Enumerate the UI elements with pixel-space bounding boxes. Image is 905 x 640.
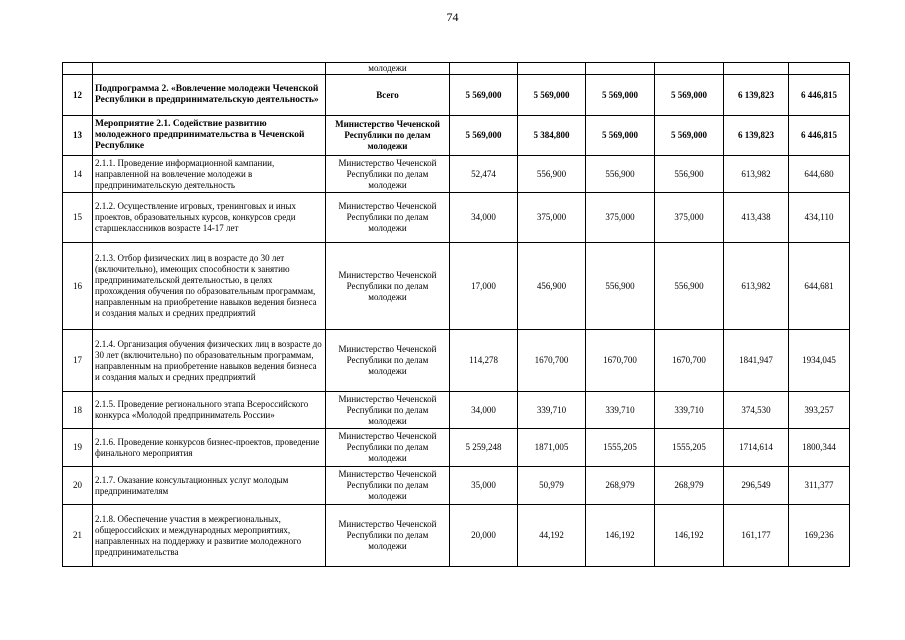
table-row [63, 193, 850, 243]
row-number-cell: 19 [63, 429, 93, 467]
activity-name-cell [93, 63, 326, 75]
budget-table [62, 62, 850, 567]
executor-cell: Министерство Чеченской Республики по делам молодежи [326, 116, 450, 156]
value-cell: 5 569,000 [655, 116, 724, 156]
table-row [63, 243, 850, 330]
row-number-cell: 14 [63, 156, 93, 193]
continuation-row [63, 63, 850, 75]
table-row [63, 392, 850, 429]
value-cell: 146,192 [586, 505, 655, 567]
value-cell: 50,979 [518, 467, 586, 505]
value-cell [655, 63, 724, 75]
value-cell: 1555,205 [655, 429, 724, 467]
row-number-cell: 12 [63, 75, 93, 116]
executor-cell: Министерство Чеченской Республики по делам молодежи [326, 330, 450, 392]
executor-cell: Министерство Чеченской Республики по делам молодежи [326, 392, 450, 429]
value-cell [518, 63, 586, 75]
value-cell: 1841,947 [724, 330, 789, 392]
value-cell: 1670,700 [518, 330, 586, 392]
value-cell: 311,377 [789, 467, 850, 505]
value-cell: 556,900 [655, 156, 724, 193]
value-cell: 613,982 [724, 243, 789, 330]
row-number-cell: 15 [63, 193, 93, 243]
value-cell: 6 446,815 [789, 75, 850, 116]
value-cell: 6 139,823 [724, 75, 789, 116]
value-cell: 5 569,000 [586, 75, 655, 116]
value-cell [724, 63, 789, 75]
value-cell: 20,000 [450, 505, 518, 567]
value-cell [450, 63, 518, 75]
value-cell: 1871,005 [518, 429, 586, 467]
value-cell: 169,236 [789, 505, 850, 567]
value-cell: 35,000 [450, 467, 518, 505]
activity-name-cell: 2.1.6. Проведение конкурсов бизнес-проектов, проведение финального мероприятия [93, 429, 326, 467]
row-number-cell: 13 [63, 116, 93, 156]
table-row [63, 467, 850, 505]
table-row [63, 505, 850, 567]
activity-name-cell: 2.1.2. Осуществление игровых, тренинговых и иных проектов, образовательных курсов, конкурсов среди старшеклассников возрасте 14-17 лет [93, 193, 326, 243]
value-cell: 434,110 [789, 193, 850, 243]
value-cell: 375,000 [586, 193, 655, 243]
activity-name-cell: 2.1.1. Проведение информационной кампании, направленной на вовлечение молодежи в предпринимательскую деятельность [93, 156, 326, 193]
row-number-cell: 21 [63, 505, 93, 567]
value-cell [789, 63, 850, 75]
value-cell: 339,710 [518, 392, 586, 429]
row-number-cell [63, 63, 93, 75]
value-cell: 1670,700 [655, 330, 724, 392]
value-cell: 6 446,815 [789, 116, 850, 156]
value-cell: 6 139,823 [724, 116, 789, 156]
table-row [63, 429, 850, 467]
executor-cell: Министерство Чеченской Республики по делам молодежи [326, 505, 450, 567]
activity-name-cell: 2.1.8. Обеспечение участия в межрегиональных, общероссийских и международных мероприятиях, направленных на поддержку и развитие молодежного предпринимательства [93, 505, 326, 567]
value-cell: 5 259,248 [450, 429, 518, 467]
table-row [63, 156, 850, 193]
executor-cell: Министерство Чеченской Республики по делам молодежи [326, 243, 450, 330]
value-cell: 556,900 [586, 156, 655, 193]
executor-cell: Министерство Чеченской Республики по делам молодежи [326, 193, 450, 243]
value-cell: 268,979 [586, 467, 655, 505]
value-cell: 375,000 [518, 193, 586, 243]
value-cell: 161,177 [724, 505, 789, 567]
row-number-cell: 17 [63, 330, 93, 392]
value-cell: 114,278 [450, 330, 518, 392]
value-cell [586, 63, 655, 75]
value-cell: 393,257 [789, 392, 850, 429]
value-cell: 456,900 [518, 243, 586, 330]
row-number-cell: 18 [63, 392, 93, 429]
table-row [63, 75, 850, 116]
value-cell: 5 569,000 [655, 75, 724, 116]
value-cell: 339,710 [655, 392, 724, 429]
value-cell: 339,710 [586, 392, 655, 429]
value-cell: 556,900 [655, 243, 724, 330]
value-cell: 1670,700 [586, 330, 655, 392]
value-cell: 17,000 [450, 243, 518, 330]
page-number: 74 [446, 10, 459, 24]
table-row [63, 330, 850, 392]
value-cell: 34,000 [450, 392, 518, 429]
value-cell: 5 569,000 [450, 116, 518, 156]
value-cell: 613,982 [724, 156, 789, 193]
value-cell: 146,192 [655, 505, 724, 567]
activity-name-cell: 2.1.3. Отбор физических лиц в возрасте до 30 лет (включительно), имеющих способности к занятию предпринимательской деятельностью, в целях прохождения обучения по образовательным программам, направленным на приобретение навыков ведения бизнеса и создания малых и средних предприятий [93, 243, 326, 330]
executor-cell: Министерство Чеченской Республики по делам молодежи [326, 156, 450, 193]
value-cell: 374,530 [724, 392, 789, 429]
value-cell: 644,681 [789, 243, 850, 330]
executor-cell: молодежи [326, 63, 450, 75]
row-number-cell: 20 [63, 467, 93, 505]
value-cell: 1800,344 [789, 429, 850, 467]
executor-cell: Всего [326, 75, 450, 116]
value-cell: 644,680 [789, 156, 850, 193]
table-body [63, 63, 850, 567]
value-cell: 556,900 [586, 243, 655, 330]
value-cell: 375,000 [655, 193, 724, 243]
activity-name-cell: Подпрограмма 2. «Вовлечение молодежи Чеченской Республики в предпринимательскую деятельность» [93, 75, 326, 116]
value-cell: 556,900 [518, 156, 586, 193]
value-cell: 44,192 [518, 505, 586, 567]
value-cell: 5 569,000 [586, 116, 655, 156]
value-cell: 1555,205 [586, 429, 655, 467]
activity-name-cell: Мероприятие 2.1. Содействие развитию молодежного предпринимательства в Чеченской Республике [93, 116, 326, 156]
value-cell: 1934,045 [789, 330, 850, 392]
row-number-cell: 16 [63, 243, 93, 330]
value-cell: 34,000 [450, 193, 518, 243]
value-cell: 5 384,800 [518, 116, 586, 156]
executor-cell: Министерство Чеченской Республики по делам молодежи [326, 467, 450, 505]
activity-name-cell: 2.1.5. Проведение регионального этапа Всероссийского конкурса «Молодой предприниматель России» [93, 392, 326, 429]
table-row [63, 116, 850, 156]
value-cell: 5 569,000 [518, 75, 586, 116]
activity-name-cell: 2.1.4. Организация обучения физических лиц в возрасте до 30 лет (включительно) по образовательным программам, направленным на приобретение навыков ведения бизнеса и создания малых и средних предприятий [93, 330, 326, 392]
value-cell: 296,549 [724, 467, 789, 505]
executor-cell: Министерство Чеченской Республики по делам молодежи [326, 429, 450, 467]
value-cell: 413,438 [724, 193, 789, 243]
value-cell: 52,474 [450, 156, 518, 193]
value-cell: 1714,614 [724, 429, 789, 467]
value-cell: 268,979 [655, 467, 724, 505]
value-cell: 5 569,000 [450, 75, 518, 116]
activity-name-cell: 2.1.7. Оказание консультационных услуг молодым предпринимателям [93, 467, 326, 505]
